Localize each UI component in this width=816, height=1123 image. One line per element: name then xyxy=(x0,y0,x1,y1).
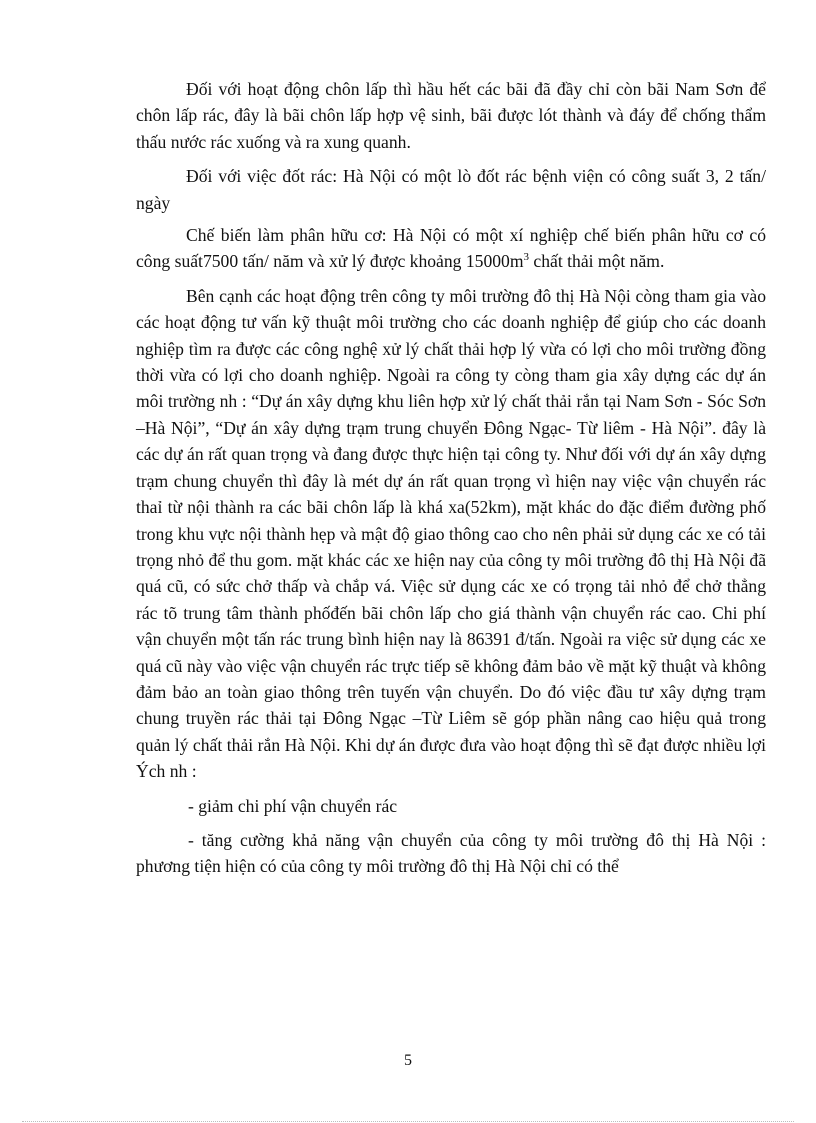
paragraph-compost xyxy=(136,222,766,275)
list-item-increase-capacity: - tăng cường khả năng vận chuyển của công ty môi trường đô thị Hà Nội : phương tiện hiện có của công ty môi trường đô thị Hà Nội chỉ có thể xyxy=(136,829,766,877)
list-item-reduce-cost: - giảm chi phí vận chuyển rác xyxy=(188,795,398,816)
compost-text-b: chất thải một năm. xyxy=(529,251,665,272)
page-number: 5 xyxy=(404,1052,412,1069)
superscript-3: 3 xyxy=(523,251,530,264)
body-text xyxy=(136,76,766,880)
paragraph-landfill: Đối với hoạt động chôn lấp thì hầu hết các bãi đã đầy chỉ còn bãi Nam Sơn để chôn lấp rác, đây là bãi chôn lấp hợp vệ sinh, bãi được lót thành và đáy để chống thẩm thấu nước rác xuống và ra xung quanh. xyxy=(136,79,766,152)
footer-divider xyxy=(22,1121,794,1122)
paragraph-company-activities: Bên cạnh các hoạt động trên công ty môi trường đô thị Hà Nội còng tham gia vào các hoạt động tư vấn kỹ thuật môi trường cho các doanh nghiệp để giúp cho các doanh nghiệp tìm ra được các công nghệ xử lý chất thải hợp lý vừa có lợi cho môi trường đồng thời vừa có lợi cho doanh nghiệp. Ngoài ra công ty còng tham gia xây dựng các dự án môi trường nh : “Dự án xây dựng khu liên hợp xử lý chất thải rắn tại Nam Sơn - Sóc Sơn –Hà Nội”, “Dự án xây dựng trạm trung chuyển Đông Ngạc- Từ liêm - Hà Nội”. đây là các dự án rất quan trọng và đang được thực hiện tại công ty. Như đối với dự án xây dựng trạm chung chuyển thì đây là mét dự án rất quan trọng vì hiện nay việc vận chuyển rác thaỉ từ nội thành ra các bãi chôn lấp là khá xa(52km), mặt khác do đặc điểm đường phố trong khu vực nội thành hẹp và mật độ giao thông cao cho nên phải sử dụng các xe có tải trọng nhỏ để thu gom. mặt khác các xe hiện nay của công ty môi trường đô thị Hà Nội đã quá cũ, có sức chở thấp và chắp vá. Việc sử dụng các xe có trọng tải nhỏ để chở thẳng rác tõ trung tâm thành phốđến bãi chôn lấp cho giá thành vận chuyển rác cao. Chi phí vận chuyển một tấn rác trung bình hiện nay là 86391 đ/tấn. Ngoài ra việc sử dụng các xe quá cũ này vào việc vận chuyển rác trực tiếp sẽ không đảm bảo về mặt kỹ thuật và không đảm bảo an toàn giao thông trên tuyến vận chuyển. Do đó việc đầu tư xây dựng trạm chung truyền rác thải tại Đông Ngạc –Từ Liêm sẽ góp phần nâng cao hiệu quả trong quản lý chất thải rắn Hà Nội. Khi dự án được đưa vào hoạt động thì sẽ đạt được nhiều lợi Ých nh : xyxy=(136,285,766,782)
compost-text-a: Chế biến làm phân hữu cơ: Hà Nội có một xí nghiệp chế biến phân hữu cơ có công suất7500 tấn/ năm và xử lý được khoảng 15000m xyxy=(136,225,766,272)
paragraph-incineration: Đối với việc đốt rác: Hà Nội có một lò đốt rác bệnh viện có công suất 3, 2 tấn/ ngày xyxy=(136,166,766,213)
